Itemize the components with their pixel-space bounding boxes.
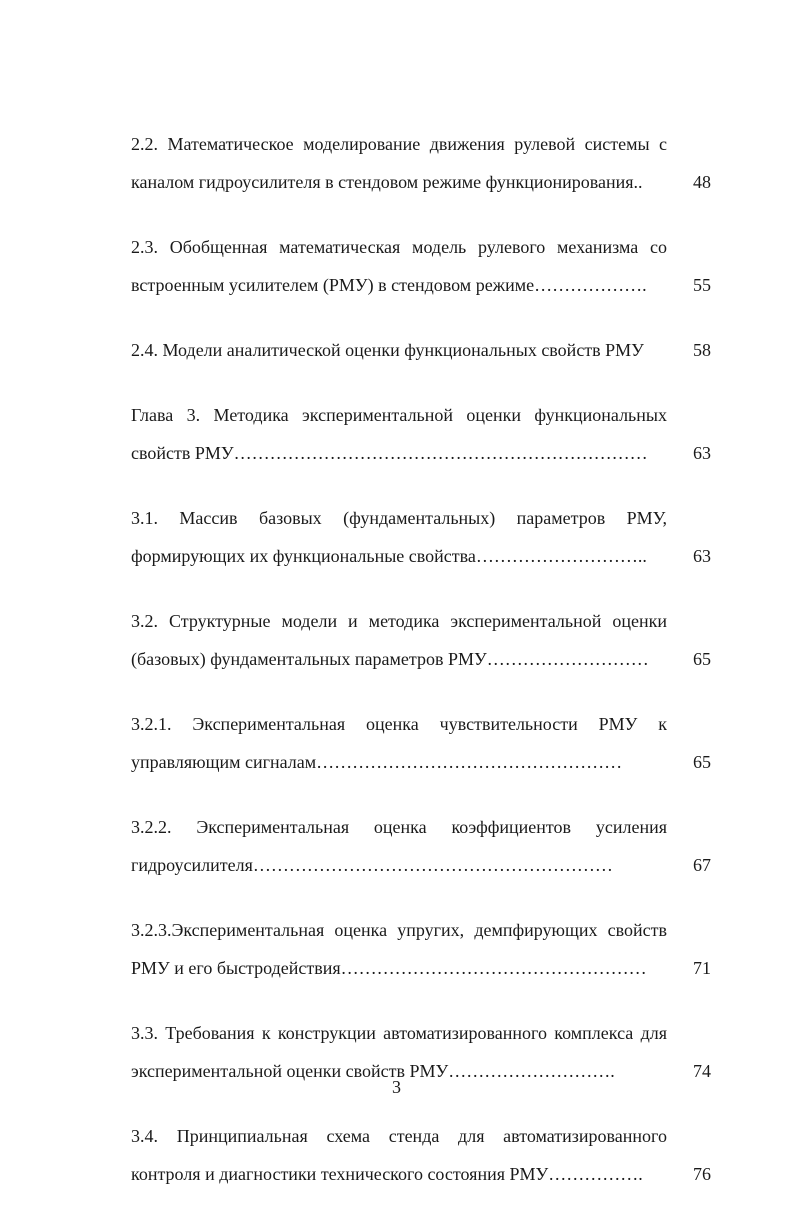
toc-entry-title: 2.4. Модели аналитической оценки функциональных свойств РМУ [131,340,644,360]
toc-entry-page: 67 [693,855,711,875]
toc-entry-page: 76 [693,1164,711,1184]
toc-entry-title: 3.2.3.Экспериментальная оценка упругих, демпфирующих свойств РМУ и его быстродействия…………………………………………… [131,920,667,978]
toc-entry-page: 65 [693,752,711,772]
toc-entry-page: 71 [693,958,711,978]
toc-entry-title: 3.2.1. Экспериментальная оценка чувствительности РМУ к управляющим сигналам…………………………………………… [131,714,667,772]
table-of-contents [131,125,711,1220]
toc-entry-3-4 [131,1117,711,1193]
toc-entry-page: 65 [693,649,711,669]
toc-entry-2-2 [131,125,711,201]
toc-entry-2-3 [131,228,711,304]
toc-entry-3-2-2 [131,808,711,884]
toc-entry-3-1 [131,499,711,575]
toc-entry-3-2 [131,602,711,678]
toc-entry-page: 63 [693,443,711,463]
toc-entry-page: 63 [693,546,711,566]
toc-entry-3-2-1 [131,705,711,781]
toc-entry-title: Глава 3. Методика экспериментальной оценки функциональных свойств РМУ…………………………………………………………… [131,405,667,463]
toc-entry-chapter-3 [131,396,711,472]
toc-entry-title: 2.3. Обобщенная математическая модель рулевого механизма со встроенным усилителем (РМУ) в стендовом режиме………………. [131,237,667,295]
toc-entry-3-2-3 [131,911,711,987]
toc-entry-page: 48 [693,172,711,192]
toc-entry-title: 3.4. Принципиальная схема стенда для автоматизированного контроля и диагностики технического состояния РМУ……………. [131,1126,667,1184]
toc-entry-2-4 [131,331,711,369]
toc-entry-title: 3.1. Массив базовых (фундаментальных) параметров РМУ, формирующих их функциональные свойства……………………….. [131,508,667,566]
page-number: 3 [392,1077,401,1097]
toc-entry-title: 3.2.2. Экспериментальная оценка коэффициентов усиления гидроусилителя…………………………………………………… [131,817,667,875]
toc-entry-title: 3.2. Структурные модели и методика экспериментальной оценки (базовых) фундаментальных параметров РМУ……………………… [131,611,667,669]
toc-entry-page: 58 [693,340,711,360]
toc-entry-page: 55 [693,275,711,295]
toc-entry-title: 2.2. Математическое моделирование движения рулевой системы с каналом гидроусилителя в стендовом режиме функционирования.. [131,134,667,192]
toc-entry-page: 74 [693,1061,711,1081]
toc-entry-title: 3.3. Требования к конструкции автоматизированного комплекса для экспериментальной оценки свойств РМУ………………………. [131,1023,667,1081]
